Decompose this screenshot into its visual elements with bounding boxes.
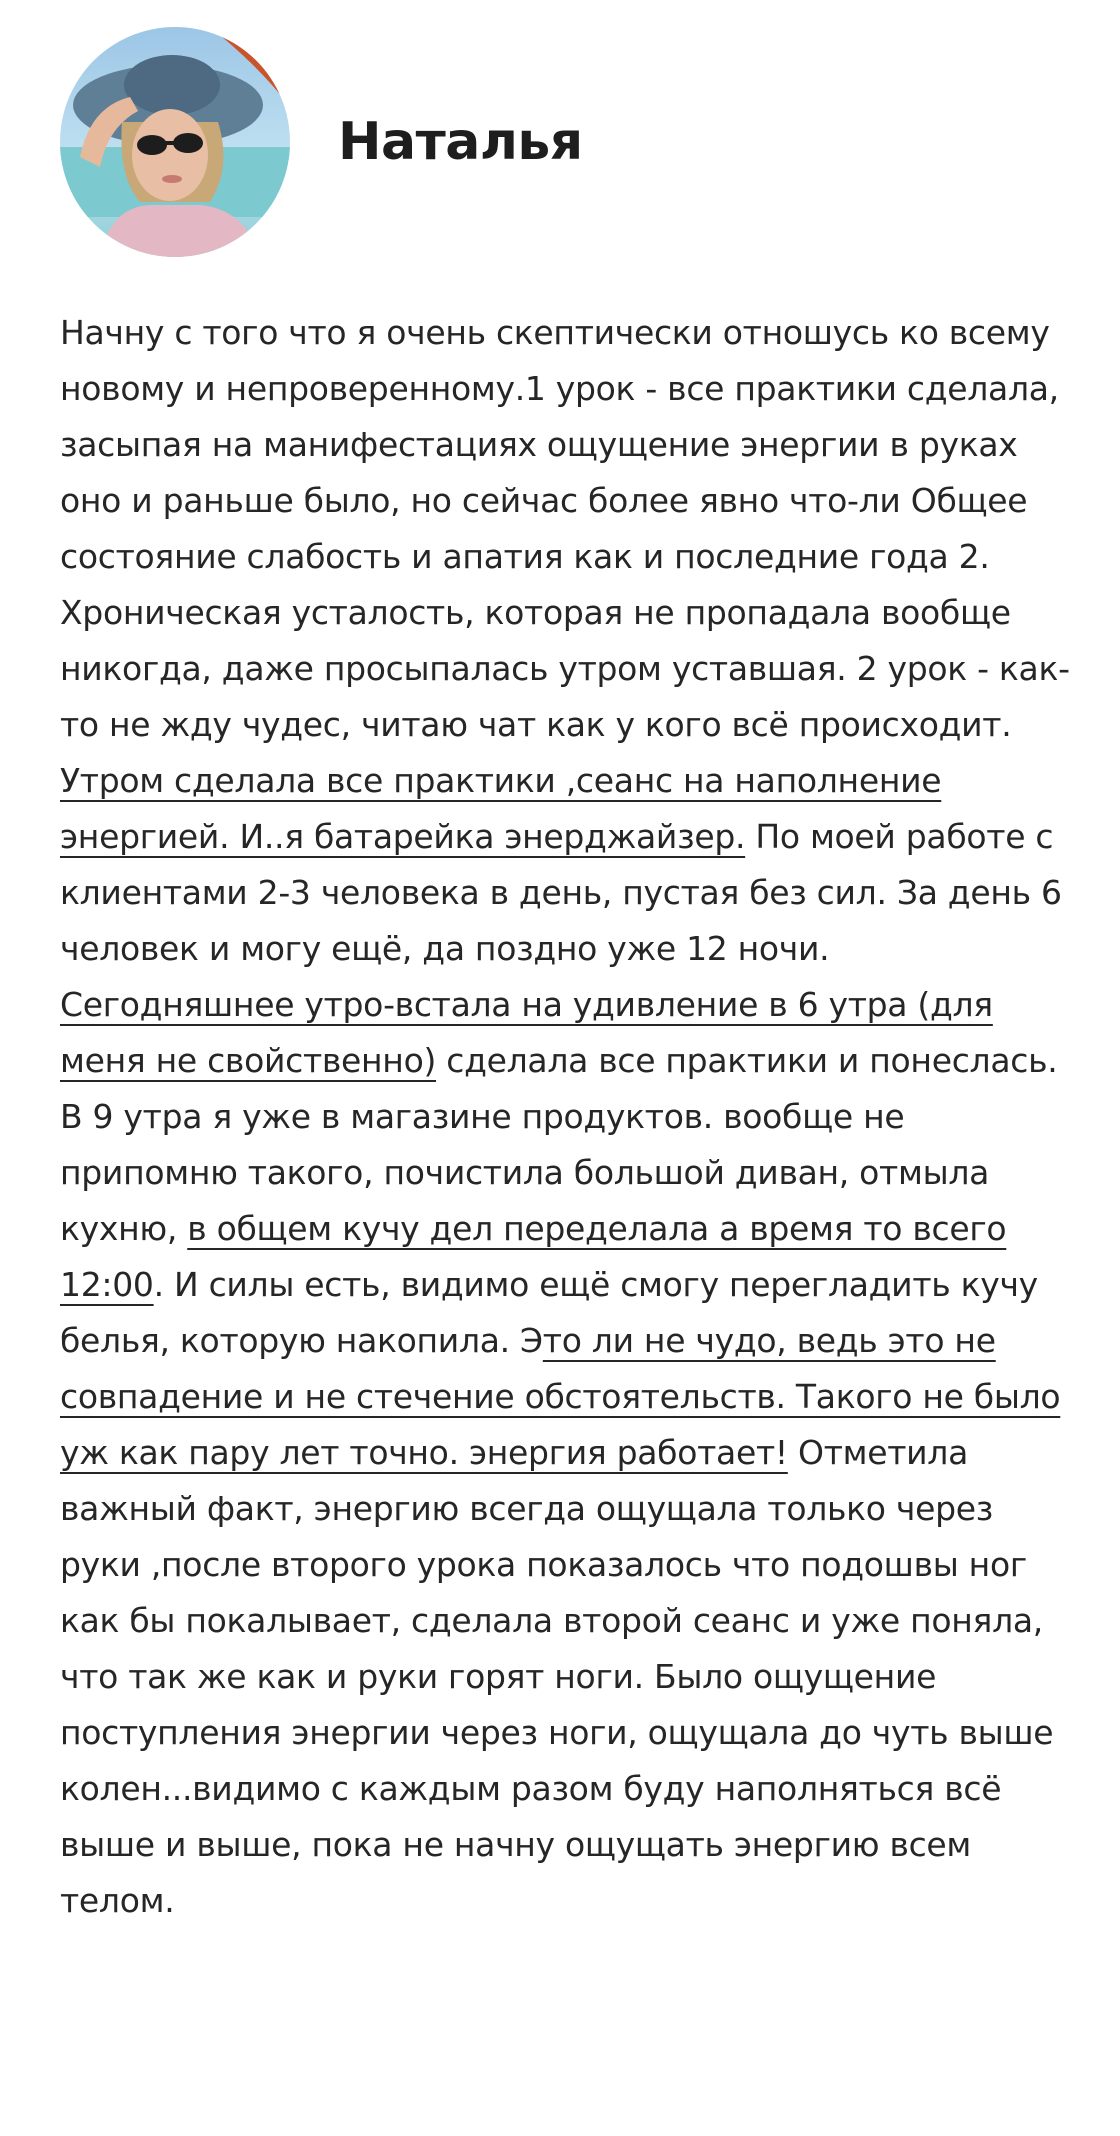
review-text-segment: Отметила важный факт, энергию всегда ощущала только через руки ,после второго урока показалось что подошвы ног как бы покалывает, сделала второй сеанс и уже поняла, что так же как и руки горят ноги. Было ощущение поступления энергии через ноги, ощущала до чуть выше колен...видимо с каждым разом буду наполняться всё выше и выше, пока не начну ощущать энергию всем телом. bbox=[60, 1433, 1054, 1920]
review-highlight-segment: в общем кучу дел переделала а время то всего 12:00 bbox=[60, 1209, 1007, 1304]
avatar bbox=[60, 27, 290, 257]
user-photo-icon bbox=[60, 27, 290, 257]
review-text-segment: сделала все практики и понеслась. В 9 утра я уже в магазине продуктов. вообще не припомню такого, почистила большой диван, отмыла кухню, bbox=[60, 1041, 1058, 1248]
review-highlight-segment: то ли не чудо, ведь это не совпадение и не стечение обстоятельств. Такого не было уж как пару лет точно. энергия работает! bbox=[60, 1321, 1061, 1472]
reviewer-name: Наталья bbox=[338, 112, 583, 172]
review-text-segment: По моей работе с клиентами 2-3 человека в день, пустая без сил. За день 6 человек и могу ещё, да поздно уже 12 ночи. bbox=[60, 817, 1062, 968]
review-header bbox=[60, 26, 583, 258]
review-text bbox=[60, 305, 1070, 1929]
review-highlight-segment: Утром сделала все практики ,сеанс на наполнение энергией. И..я батарейка энерджайзер. bbox=[60, 761, 942, 856]
review-text-segment: Начну с того что я очень скептически отношусь ко всему новому и непроверенному.1 урок - все практики сделала, засыпая на манифестациях ощущение энергии в руках оно и раньше было, но сейчас более явно что-ли Общее состояние слабость и апатия как и последние года 2. Хроническая усталость, которая не пропадала вообще никогда, даже просыпалась утром уставшая. 2 урок - как-то не жду чудес, читаю чат как у кого всё происходит. bbox=[60, 313, 1070, 744]
review-text-segment: . И силы есть, видимо ещё смогу перегладить кучу белья, которую накопила. Э bbox=[60, 1265, 1038, 1360]
review-highlight-segment: Сегодняшнее утро-встала на удивление в 6 утра (для меня не свойственно) bbox=[60, 985, 993, 1080]
